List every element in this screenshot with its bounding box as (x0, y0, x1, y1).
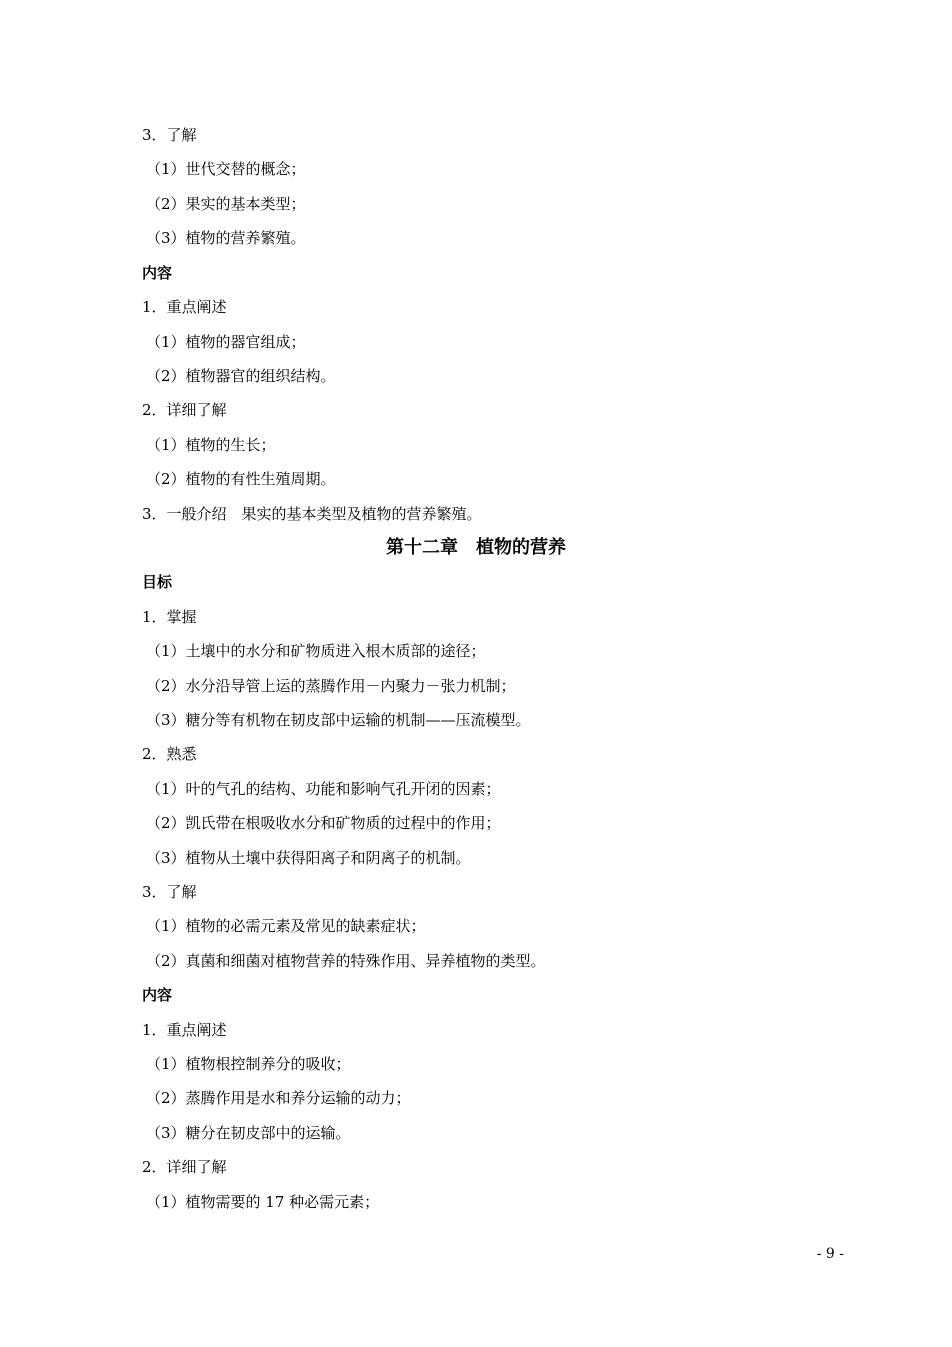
text-line: 2．熟悉 (142, 745, 197, 763)
list-item: （2）蒸腾作用是水和养分运输的动力； (146, 1089, 411, 1107)
list-item: （3）糖分在韧皮部中的运输。 (146, 1124, 351, 1142)
list-item: （1）植物的器官组成； (146, 333, 306, 351)
text-line: 3．了解 (142, 126, 197, 144)
text-line: 3．一般介绍 果实的基本类型及植物的营养繁殖。 (142, 505, 482, 523)
text-line: 1．重点阐述 (142, 1021, 227, 1039)
list-item: （3）糖分等有机物在韧皮部中运输的机制——压流模型。 (146, 711, 531, 729)
text-line: 1．掌握 (142, 608, 197, 626)
text-line: 2．详细了解 (142, 1158, 227, 1176)
list-item: （1）植物根控制养分的吸收； (146, 1055, 351, 1073)
list-item: （1）植物需要的 17 种必需元素； (146, 1193, 380, 1211)
list-item: （2）果实的基本类型； (146, 195, 306, 213)
list-item: （3）植物从土壤中获得阳离子和阴离子的机制。 (146, 849, 471, 867)
text-line: 3．了解 (142, 883, 197, 901)
text-line: 2．详细了解 (142, 401, 227, 419)
list-item: （3）植物的营养繁殖。 (146, 229, 306, 247)
section-heading: 内容 (142, 264, 173, 282)
page-number: - 9 - (816, 1246, 844, 1262)
list-item: （2）植物的有性生殖周期。 (146, 470, 336, 488)
section-heading: 目标 (142, 573, 173, 591)
list-item: （2）真菌和细菌对植物营养的特殊作用、异养植物的类型。 (146, 952, 546, 970)
list-item: （1）土壤中的水分和矿物质进入根木质部的途径； (146, 642, 486, 660)
list-item: （2）植物器官的组织结构。 (146, 367, 336, 385)
list-item: （1）植物的生长； (146, 436, 276, 454)
list-item: （1）植物的必需元素及常见的缺素症状； (146, 917, 426, 935)
list-item: （1）世代交替的概念； (146, 160, 306, 178)
list-item: （1）叶的气孔的结构、功能和影响气孔开闭的因素； (146, 780, 501, 798)
list-item: （2）凯氏带在根吸收水分和矿物质的过程中的作用； (146, 814, 501, 832)
text-line: 1．重点阐述 (142, 298, 227, 316)
section-heading: 内容 (142, 986, 173, 1004)
list-item: （2）水分沿导管上运的蒸腾作用－内聚力－张力机制； (146, 677, 516, 695)
chapter-title: 第十二章 植物的营养 (386, 537, 566, 558)
